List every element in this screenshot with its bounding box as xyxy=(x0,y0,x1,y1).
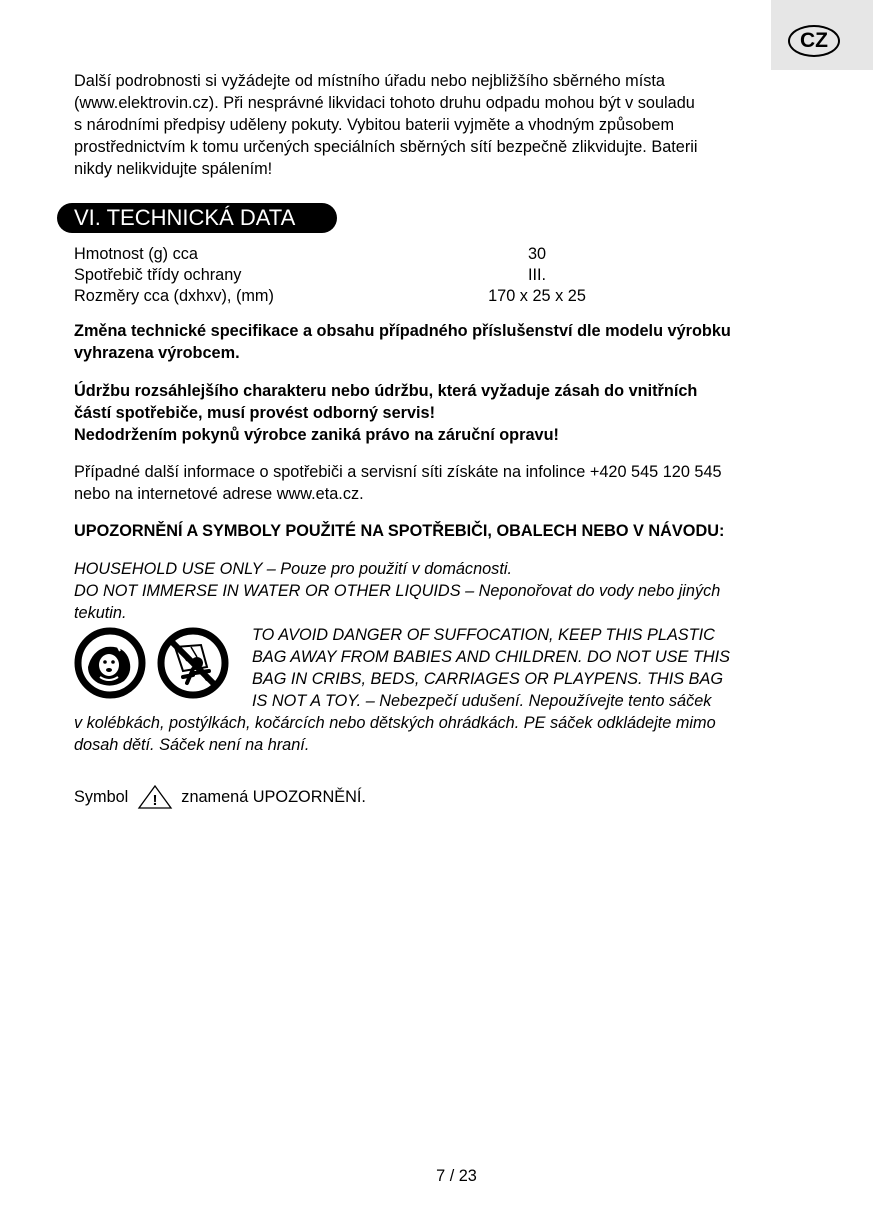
text-line: v kolébkách, postýlkách, kočárcích nebo dětských ohrádkách. PE sáček odkládejte mimo xyxy=(74,714,716,732)
spec-row xyxy=(74,285,594,307)
symbols-heading: UPOZORNĚNÍ A SYMBOLY POUŽITÉ NA SPOTŘEBIČI, OBALECH NEBO V NÁVODU: xyxy=(74,522,725,540)
text-line: BAG IN CRIBS, BEDS, CARRIAGES OR PLAYPENS. THIS BAG xyxy=(252,670,724,688)
spec-row xyxy=(74,243,594,265)
text-line: TO AVOID DANGER OF SUFFOCATION, KEEP THIS PLASTIC xyxy=(252,626,715,644)
spec-value: 30 xyxy=(527,245,547,263)
spec-label: Hmotnost (g) cca xyxy=(74,245,198,263)
spec-label: Spotřebič třídy ochrany xyxy=(74,266,242,284)
text-line: Nedodržením pokynů výrobce zaniká právo na záruční opravu! xyxy=(74,426,559,444)
text-line: Změna technické specifikace a obsahu případného příslušenství dle modelu výrobku xyxy=(74,322,731,340)
text-line: tekutin. xyxy=(74,604,127,622)
text-line: HOUSEHOLD USE ONLY – Pouze pro použití v domácnosti. xyxy=(74,560,512,578)
text-line: nikdy nelikvidujte spálením! xyxy=(74,160,273,178)
text-line: částí spotřebiče, musí provést odborný servis! xyxy=(74,404,436,422)
language-badge: CZ xyxy=(788,25,840,57)
spec-label: Rozměry cca (dxhxv), (mm) xyxy=(74,287,274,305)
bag-warning-icons xyxy=(74,627,249,703)
text-line: DO NOT IMMERSE IN WATER OR OTHER LIQUIDS – Neponořovat do vody nebo jiných xyxy=(74,582,721,600)
language-tab xyxy=(771,0,873,70)
no-bag-for-children-icon xyxy=(157,627,229,699)
text-line: vyhrazena výrobcem. xyxy=(74,344,240,362)
section-heading: VI. TECHNICKÁ DATA xyxy=(57,203,337,233)
text-line: (www.elektrovin.cz). Při nesprávné likvidaci tohoto druhu odpadu mohou být v souladu xyxy=(74,94,695,112)
warning-glyph: ! xyxy=(152,792,158,809)
text-line: Další podrobnosti si vyžádejte od místního úřadu nebo nejbližšího sběrného místa xyxy=(74,72,665,90)
text-line: Údržbu rozsáhlejšího charakteru nebo údržbu, která vyžaduje zásah do vnitřních xyxy=(74,382,698,400)
spec-value: 170 x 25 x 25 xyxy=(488,287,586,305)
text-line: dosah dětí. Sáček není na hraní. xyxy=(74,736,310,754)
text-line: Případné další informace o spotřebiči a servisní síti získáte na infolince +420 545 120 545 xyxy=(74,463,722,481)
warning-prefix: Symbol xyxy=(74,788,129,806)
text-line: nebo na internetové adrese www.eta.cz. xyxy=(74,485,364,503)
warning-symbol-line xyxy=(74,784,366,810)
text-line: IS NOT A TOY. – Nebezpečí udušení. Nepoužívejte tento sáček xyxy=(252,692,712,710)
suffocation-warning-icon xyxy=(74,627,146,699)
page-number: 7 / 23 xyxy=(436,1167,477,1185)
warning-suffix: znamená UPOZORNĚNÍ. xyxy=(181,788,366,806)
text-line: s národními předpisy uděleny pokuty. Vybitou baterii vyjměte a vhodným způsobem xyxy=(74,116,675,134)
text-line: BAG AWAY FROM BABIES AND CHILDREN. DO NOT USE THIS xyxy=(252,648,730,666)
spec-value: III. xyxy=(527,266,547,284)
warning-triangle-icon xyxy=(137,784,173,810)
spec-row xyxy=(74,264,594,286)
text-line: prostřednictvím k tomu určených speciálních sběrných sítí bezpečně zlikvidujte. Baterii xyxy=(74,138,698,156)
